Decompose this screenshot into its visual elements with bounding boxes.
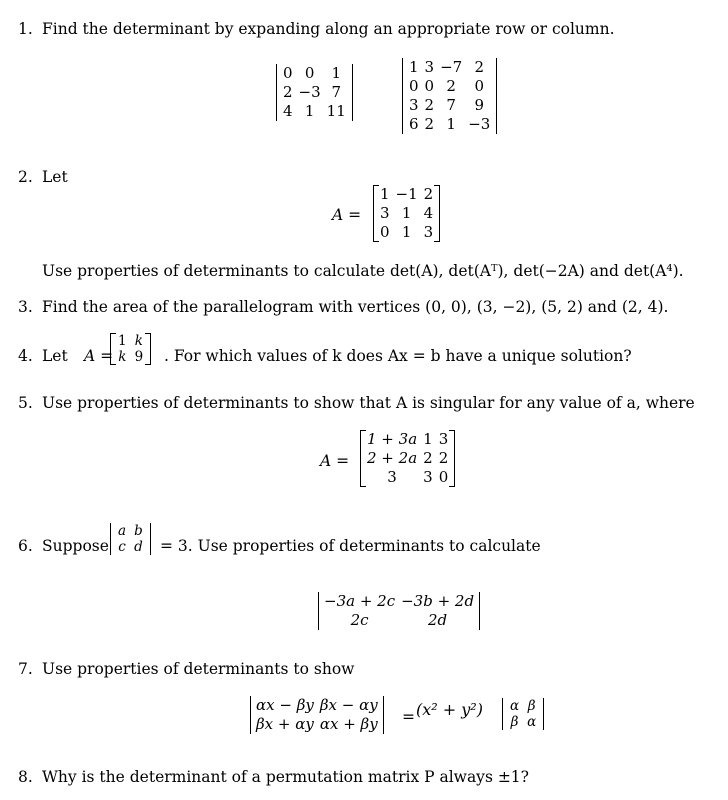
matrix-entry: 7 (446, 96, 456, 114)
matrix-entry: 0 (438, 468, 449, 486)
matrix-entry: 2 + 2a (367, 449, 418, 467)
matrix-entry: 9 (134, 349, 144, 365)
matrix-row (114, 539, 147, 555)
matrix-entry: 2 (438, 449, 449, 467)
matrix-row (280, 83, 349, 102)
matrix-row (377, 204, 436, 223)
matrix-row (406, 115, 493, 134)
matrix-entry: 0 (304, 64, 315, 82)
problem-7-left-determinant (250, 696, 384, 738)
matrix-entry: 3 (423, 223, 434, 241)
problem-1-determinant-3x3 (276, 64, 353, 125)
matrix-entry: b (134, 523, 143, 539)
matrix-entry: 9 (474, 96, 485, 114)
problem-7-right-determinant (502, 698, 544, 734)
matrix-entry: 0 (424, 77, 435, 95)
matrix-entry: a (118, 523, 127, 539)
problem-3-text: Find the area of the parallelogram with vertices (0, 0), (3, −2), (5, 2) and (2, 4). (42, 298, 669, 316)
problem-6-pre: Suppose (42, 537, 109, 555)
problem-7-number: 7. (18, 660, 33, 678)
matrix-row (377, 185, 436, 204)
matrix-row (364, 468, 451, 487)
matrix-entry: −7 (440, 58, 463, 76)
problem-2-text: Let (42, 168, 68, 186)
matrix-entry: 3 (424, 58, 435, 76)
matrix-entry: 1 (118, 333, 127, 349)
matrix-entry: 1 (409, 58, 419, 76)
problem-4-post: . For which values of k does Ax = b have a unique solution? (164, 347, 632, 365)
problem-2-instructions: Use properties of determinants to calculate det(A), det(Aᵀ), det(−2A) and det(A⁴). (42, 262, 684, 280)
matrix-entry: 2 (474, 58, 485, 76)
matrix-entry: 2 (423, 449, 433, 467)
problem-6-determinant-abcd (110, 523, 151, 559)
matrix-entry: 2 (283, 83, 293, 101)
matrix-entry: 1 (331, 64, 341, 82)
matrix-entry: 1 (446, 115, 456, 133)
problem-7-equals: = (402, 708, 415, 726)
matrix-entry: 2c (350, 611, 369, 629)
matrix-row (280, 102, 349, 121)
matrix-row (364, 449, 451, 468)
matrix-entry: 1 (304, 102, 315, 120)
problem-4-number: 4. (18, 347, 33, 365)
matrix-entry: 2 (424, 96, 435, 114)
matrix-entry: −3 (468, 115, 491, 133)
matrix-entry: −1 (395, 185, 418, 203)
problem-2-A-label: A = (332, 206, 362, 224)
matrix-entry: 2 (423, 185, 434, 203)
matrix-row (114, 523, 147, 539)
matrix-row (364, 430, 451, 449)
matrix-entry: 3 (438, 430, 449, 448)
matrix-row (406, 58, 493, 77)
matrix-entry: 4 (283, 102, 293, 120)
matrix-entry: 0 (409, 77, 419, 95)
matrix-entry: 3 (423, 468, 433, 486)
matrix-entry: 3 (409, 96, 419, 114)
matrix-row (406, 96, 493, 115)
matrix-entry: −3 (298, 83, 321, 101)
problem-8-text: Why is the determinant of a permutation matrix P always ±1? (42, 768, 529, 786)
matrix-entry: 3 (380, 204, 390, 222)
matrix-entry: 11 (326, 102, 346, 120)
problem-4-A-label: A = (84, 347, 114, 365)
matrix-entry: α (510, 698, 520, 714)
problem-1-determinant-4x4 (402, 58, 497, 138)
problem-2-number: 2. (18, 168, 33, 186)
matrix-row (253, 715, 381, 734)
matrix-entry: 1 (380, 185, 390, 203)
matrix-row (114, 333, 147, 349)
matrix-entry: αx − βy (256, 696, 314, 714)
matrix-row (321, 592, 477, 611)
matrix-entry: d (134, 539, 143, 555)
problem-5-number: 5. (18, 394, 33, 412)
matrix-entry: 2 (446, 77, 456, 95)
matrix-entry: βx − αy (319, 696, 378, 714)
problem-6-post: = 3. Use properties of determinants to calculate (160, 537, 541, 555)
matrix-entry: βx + αy (256, 715, 314, 733)
matrix-entry: β (510, 714, 519, 730)
matrix-entry: 6 (409, 115, 419, 133)
matrix-entry: 7 (331, 83, 341, 101)
matrix-entry: α (527, 714, 537, 730)
problem-4-matrix-A (110, 333, 151, 369)
matrix-entry: 4 (423, 204, 434, 222)
problem-2-matrix-A (373, 185, 440, 246)
problem-8-number: 8. (18, 768, 33, 786)
problem-5-A-label: A = (320, 452, 350, 470)
problem-5-matrix-A (360, 430, 455, 491)
matrix-entry: 0 (380, 223, 390, 241)
matrix-row (114, 349, 147, 365)
matrix-row (253, 696, 381, 715)
matrix-entry: k (118, 349, 127, 365)
problem-4-pre: Let (42, 347, 68, 365)
problem-7-text: Use properties of determinants to show (42, 660, 355, 678)
matrix-row (321, 611, 477, 630)
matrix-entry: k (134, 333, 143, 349)
problem-1-number: 1. (18, 20, 33, 38)
problem-1-text: Find the determinant by expanding along an appropriate row or column. (42, 20, 615, 38)
problem-3-number: 3. (18, 298, 33, 316)
problem-6-target-determinant (318, 592, 480, 634)
matrix-row (406, 77, 493, 96)
matrix-entry: 1 (401, 223, 412, 241)
matrix-entry: αx + βy (319, 715, 378, 733)
problem-6-number: 6. (18, 537, 33, 555)
matrix-entry: 3 (387, 468, 397, 486)
matrix-row (506, 714, 540, 730)
matrix-row (280, 64, 349, 83)
matrix-entry: c (118, 539, 126, 555)
matrix-entry: −3b + 2d (401, 592, 475, 610)
problem-7-factor: (x² + y²) (416, 700, 483, 719)
matrix-row (377, 223, 436, 242)
matrix-entry: −3a + 2c (324, 592, 396, 610)
matrix-entry: 0 (283, 64, 293, 82)
matrix-entry: 2d (428, 611, 448, 629)
matrix-row (506, 698, 540, 714)
matrix-entry: 1 (423, 430, 433, 448)
problem-5-text: Use properties of determinants to show that A is singular for any value of a, where (42, 394, 695, 412)
matrix-entry: 2 (424, 115, 435, 133)
matrix-entry: 1 + 3a (367, 430, 418, 448)
matrix-entry: 1 (401, 204, 412, 222)
matrix-entry: 0 (474, 77, 485, 95)
matrix-entry: β (527, 698, 536, 714)
